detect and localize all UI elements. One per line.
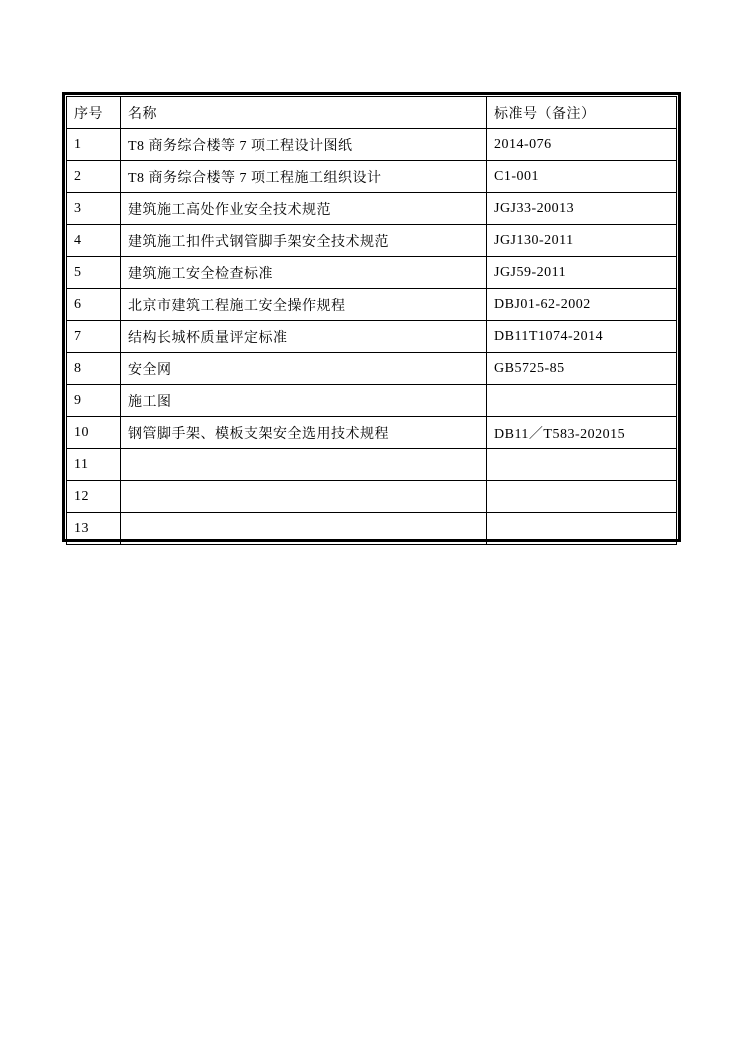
table-row <box>67 161 677 193</box>
cell-no: 3 <box>67 193 121 225</box>
table-row <box>67 193 677 225</box>
table-body <box>67 129 677 545</box>
cell-standard: C1-001 <box>487 161 677 193</box>
standards-table <box>62 92 681 542</box>
table-row <box>67 417 677 449</box>
header-cell-name: 名称 <box>121 97 487 129</box>
table-row <box>67 353 677 385</box>
cell-standard: JGJ59-2011 <box>487 257 677 289</box>
table-row <box>67 449 677 481</box>
cell-name: 建筑施工安全检查标准 <box>121 257 487 289</box>
table-row <box>67 257 677 289</box>
cell-standard: DB11T1074-2014 <box>487 321 677 353</box>
cell-name: T8 商务综合楼等 7 项工程施工组织设计 <box>121 161 487 193</box>
cell-no: 12 <box>67 481 121 513</box>
cell-standard: 2014-076 <box>487 129 677 161</box>
cell-no: 13 <box>67 513 121 545</box>
cell-no: 11 <box>67 449 121 481</box>
table-header-row <box>67 97 677 129</box>
cell-name: T8 商务综合楼等 7 项工程设计图纸 <box>121 129 487 161</box>
cell-standard: DB11／T583-202015 <box>487 417 677 449</box>
cell-no: 2 <box>67 161 121 193</box>
cell-no: 1 <box>67 129 121 161</box>
cell-no: 9 <box>67 385 121 417</box>
table-row <box>67 289 677 321</box>
header-cell-no: 序号 <box>67 97 121 129</box>
cell-standard: GB5725-85 <box>487 353 677 385</box>
cell-no: 4 <box>67 225 121 257</box>
table-row <box>67 321 677 353</box>
cell-name: 钢管脚手架、模板支架安全选用技术规程 <box>121 417 487 449</box>
standards-table-grid <box>66 96 677 545</box>
cell-standard <box>487 449 677 481</box>
cell-no: 7 <box>67 321 121 353</box>
cell-name <box>121 449 487 481</box>
cell-name: 建筑施工扣件式钢管脚手架安全技术规范 <box>121 225 487 257</box>
cell-standard: JGJ130-2011 <box>487 225 677 257</box>
cell-standard <box>487 481 677 513</box>
cell-standard <box>487 385 677 417</box>
cell-no: 8 <box>67 353 121 385</box>
cell-name: 安全网 <box>121 353 487 385</box>
table-row <box>67 385 677 417</box>
cell-no: 5 <box>67 257 121 289</box>
table-row <box>67 225 677 257</box>
cell-name <box>121 513 487 545</box>
cell-name: 北京市建筑工程施工安全操作规程 <box>121 289 487 321</box>
cell-standard: DBJ01-62-2002 <box>487 289 677 321</box>
cell-name: 施工图 <box>121 385 487 417</box>
cell-no: 6 <box>67 289 121 321</box>
table-row <box>67 481 677 513</box>
cell-no: 10 <box>67 417 121 449</box>
cell-standard: JGJ33-20013 <box>487 193 677 225</box>
cell-name: 结构长城杯质量评定标准 <box>121 321 487 353</box>
cell-name <box>121 481 487 513</box>
cell-name: 建筑施工高处作业安全技术规范 <box>121 193 487 225</box>
cell-standard <box>487 513 677 545</box>
table-row <box>67 129 677 161</box>
table-row <box>67 513 677 545</box>
header-cell-standard: 标准号（备注） <box>487 97 677 129</box>
